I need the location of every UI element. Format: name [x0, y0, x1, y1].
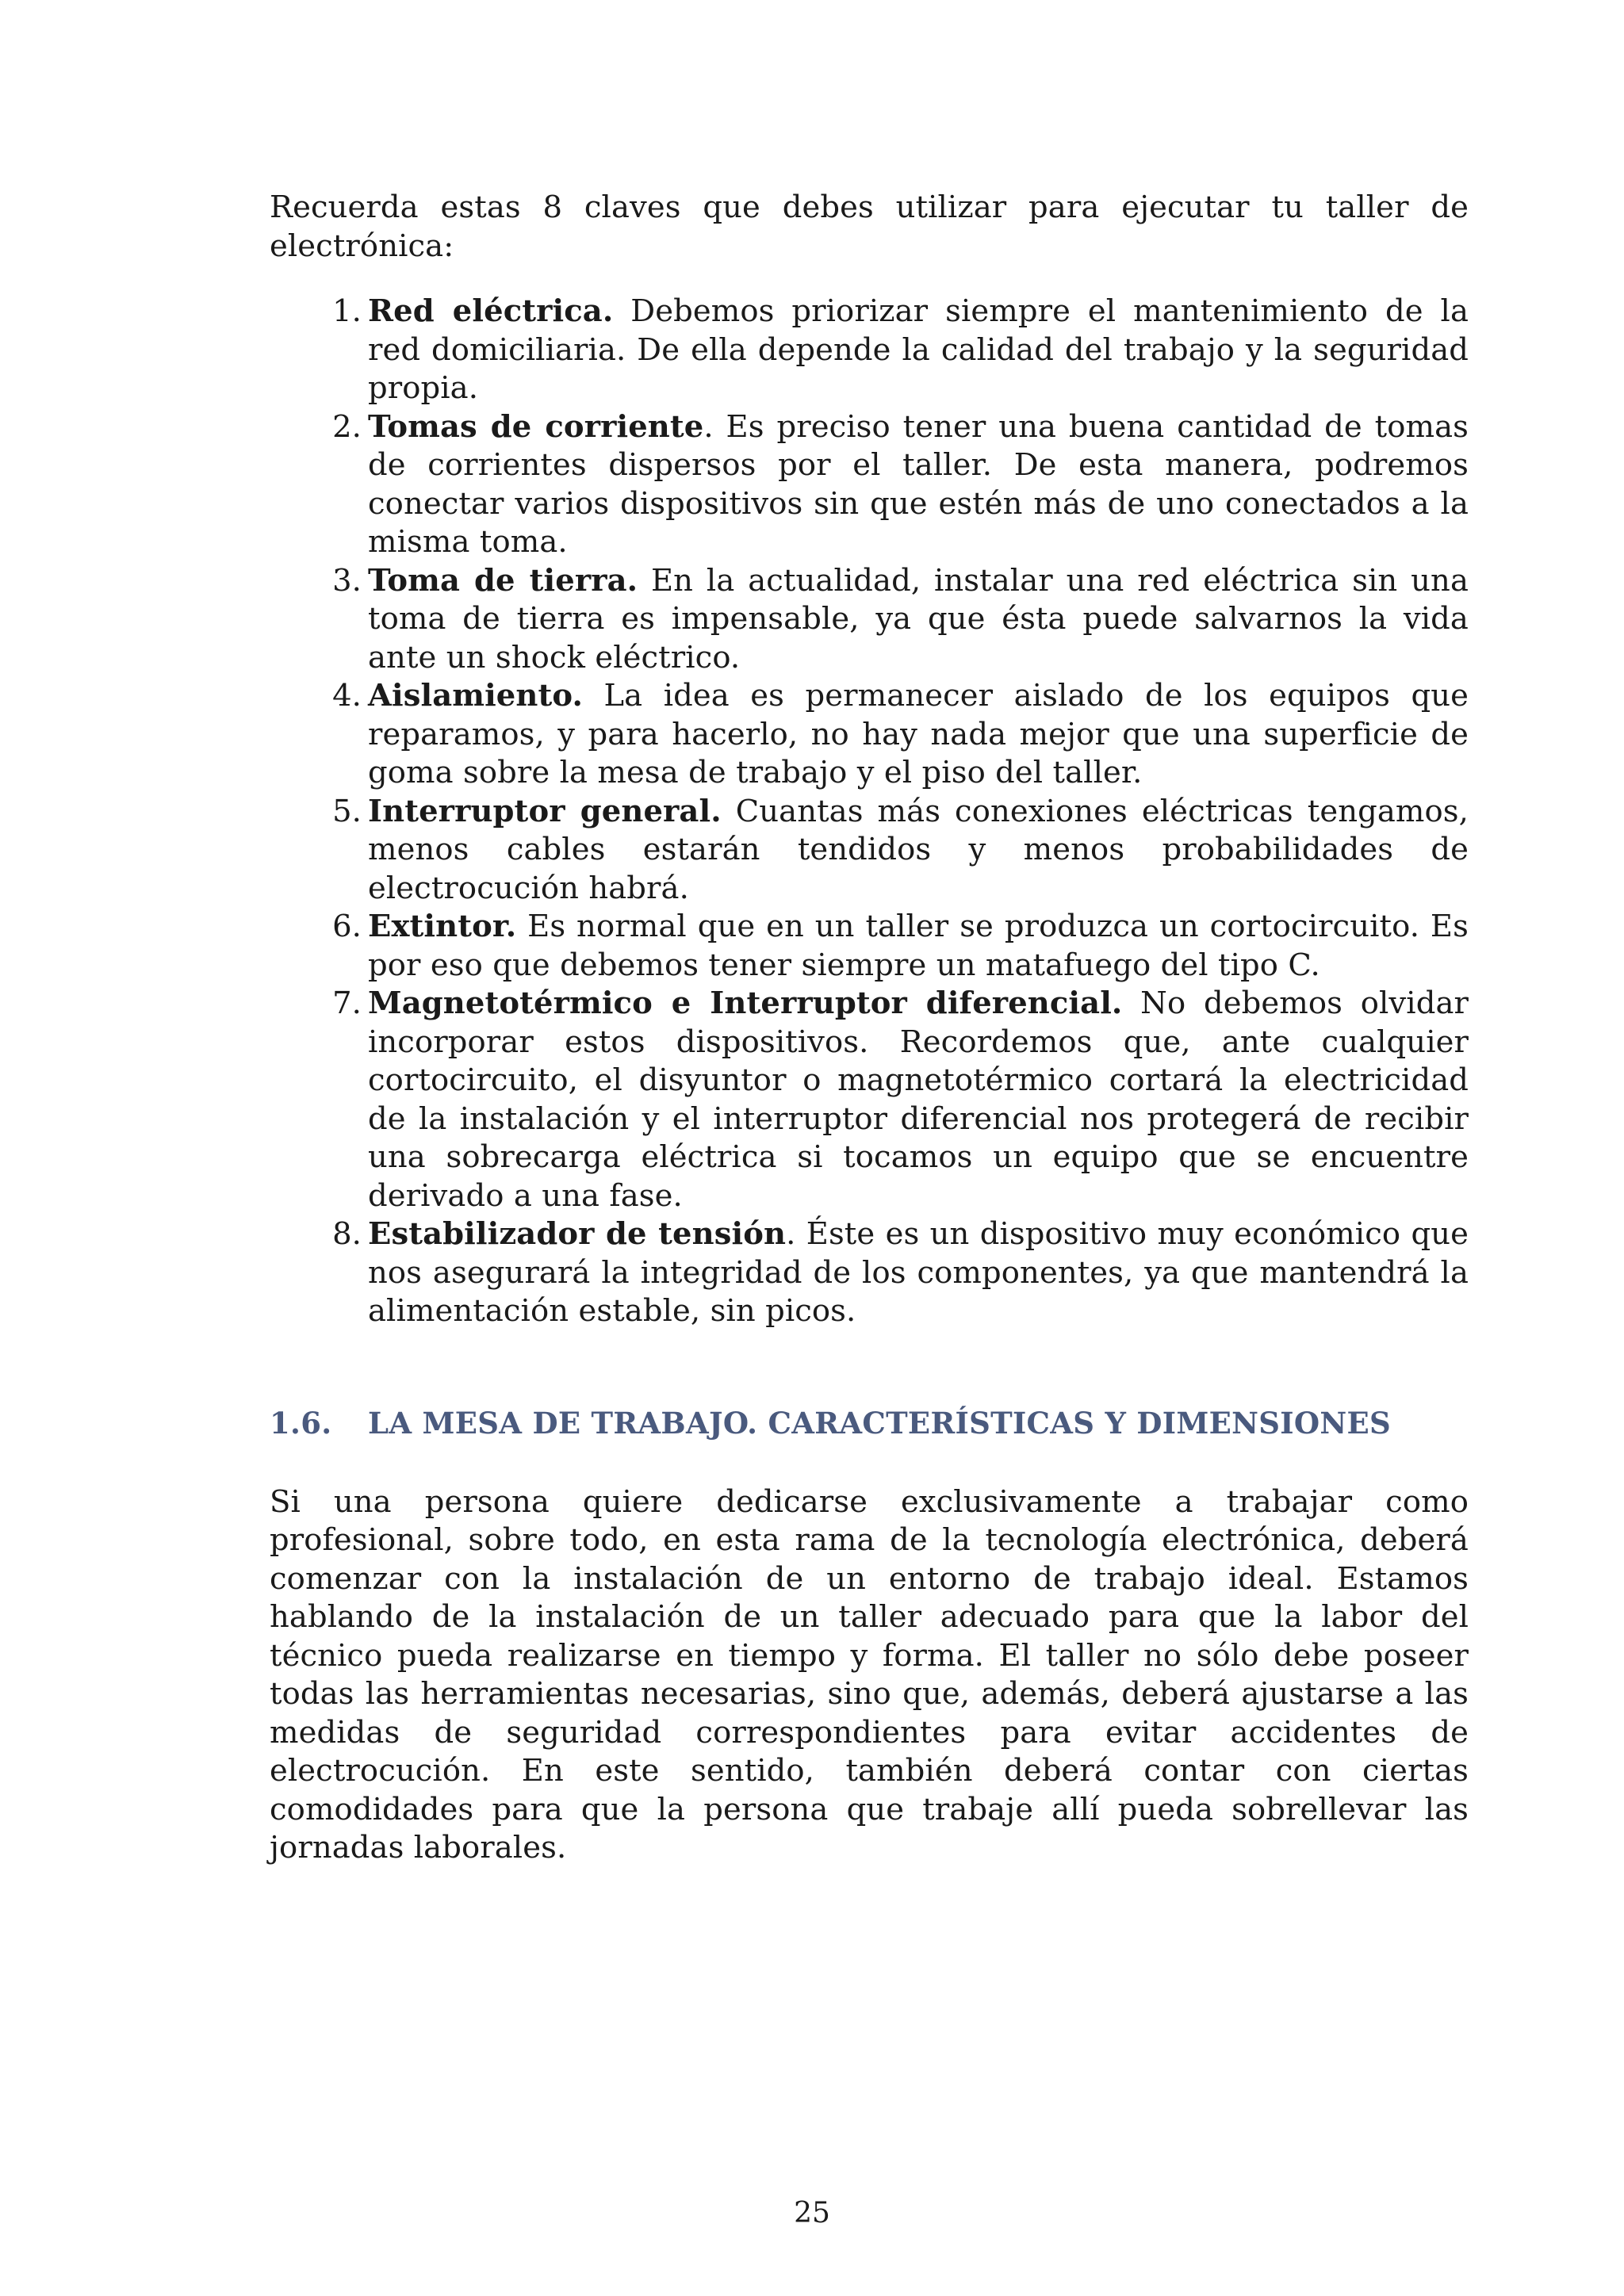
list-item-term: Toma de tierra. [368, 562, 638, 599]
list-item-text: . Es preciso tener una buena cantidad de tomas de corrientes dispersos por el taller. De esta manera, podremos conectar varios dispositivos sin que estén más de uno conectados a la misma toma. [368, 408, 1469, 560]
list-item-term: Extintor. [368, 909, 517, 944]
list-item-term: Tomas de corriente [368, 408, 704, 445]
list-item [270, 677, 1469, 793]
list-item [270, 1215, 1469, 1331]
list-item-text: . Éste es un dispositivo muy económico que nos asegurará la integridad de los componentes, ya que mantendrá la alimentación estable, sin picos. [368, 1216, 1469, 1329]
list-item-text: Es normal que en un taller se produzca un cortocircuito. Es por eso que debemos tener siempre un matafuego del tipo C. [368, 909, 1469, 983]
list-item [270, 908, 1469, 985]
list-item [270, 293, 1469, 408]
list-item-text: Debemos priorizar siempre el mantenimiento de la red domiciliaria. De ella depende la calidad del trabajo y la seguridad propia. [368, 293, 1469, 406]
list-item-text: Cuantas más conexiones eléctricas tengamos, menos cables estarán tendidos y menos probabilidades de electrocución habrá. [368, 793, 1469, 906]
list-item-number: 6. [332, 909, 362, 944]
section-heading [270, 1404, 1469, 1442]
document-page [270, 189, 1469, 1868]
list-item [270, 562, 1469, 678]
list-item-text: La idea es permanecer aislado de los equipos que reparamos, y para hacerlo, no hay nada mejor que una superficie de goma sobre la mesa de trabajo y el piso del taller. [368, 678, 1469, 790]
list-item-text: En la actualidad, instalar una red eléctrica sin una toma de tierra es impensable, ya que ésta puede salvarnos la vida ante un shock eléctrico. [368, 562, 1469, 675]
list-item-term: Aislamiento. [368, 678, 583, 714]
body-paragraph: Si una persona quiere dedicarse exclusivamente a trabajar como profesional, sobre todo, en esta rama de la tecnología electrónica, deberá comenzar con la instalación de un entorno de trabajo ideal. Estamos hablando de la instalación de un taller adecuado para que la labor del técnico pueda realizarse en tiempo y forma. El taller no sólo debe poseer todas las herramientas necesarias, sino que, además, deberá ajustarse a las medidas de seguridad correspondientes para evitar accidentes de electrocución. En este sentido, también deberá contar con ciertas comodidades para que la persona que trabaje allí pueda sobrellevar las jornadas laborales. [270, 1483, 1469, 1866]
list-item [270, 408, 1469, 562]
list-item-number: 5. [332, 793, 362, 829]
list-item [270, 793, 1469, 909]
list-item [270, 985, 1469, 1215]
list-item-number: 2. [332, 408, 362, 445]
list-item-number: 3. [332, 562, 362, 599]
list-item-text: No debemos olvidar incorporar estos dispositivos. Recordemos que, ante cualquier cortocircuito, el disyuntor o magnetotérmico cortará la electricidad de la instalación y el interruptor diferencial nos protegerá de recibir una sobrecarga eléctrica si tocamos un equipo que se encuentre derivado a una fase. [368, 985, 1469, 1214]
list-item-number: 1. [332, 293, 362, 329]
section-number: 1.6. [270, 1405, 332, 1441]
list-item-term: Magnetotérmico e Interruptor diferencial. [368, 985, 1123, 1021]
list-item-term: Red eléctrica. [368, 293, 614, 329]
page-number: 25 [794, 2197, 830, 2229]
list-item-term: Interruptor general. [368, 793, 722, 829]
list-item-number: 8. [332, 1216, 362, 1252]
keys-list [270, 293, 1469, 1331]
list-item-number: 7. [332, 985, 362, 1021]
section-title: LA MESA DE TRABAJO. CARACTERÍSTICAS Y DIMENSIONES [368, 1405, 1392, 1441]
intro-paragraph: Recuerda estas 8 claves que debes utilizar para ejecutar tu taller de electrónica: [270, 189, 1469, 264]
list-item-term: Estabilizador de tensión [368, 1216, 787, 1252]
list-item-number: 4. [332, 678, 362, 714]
